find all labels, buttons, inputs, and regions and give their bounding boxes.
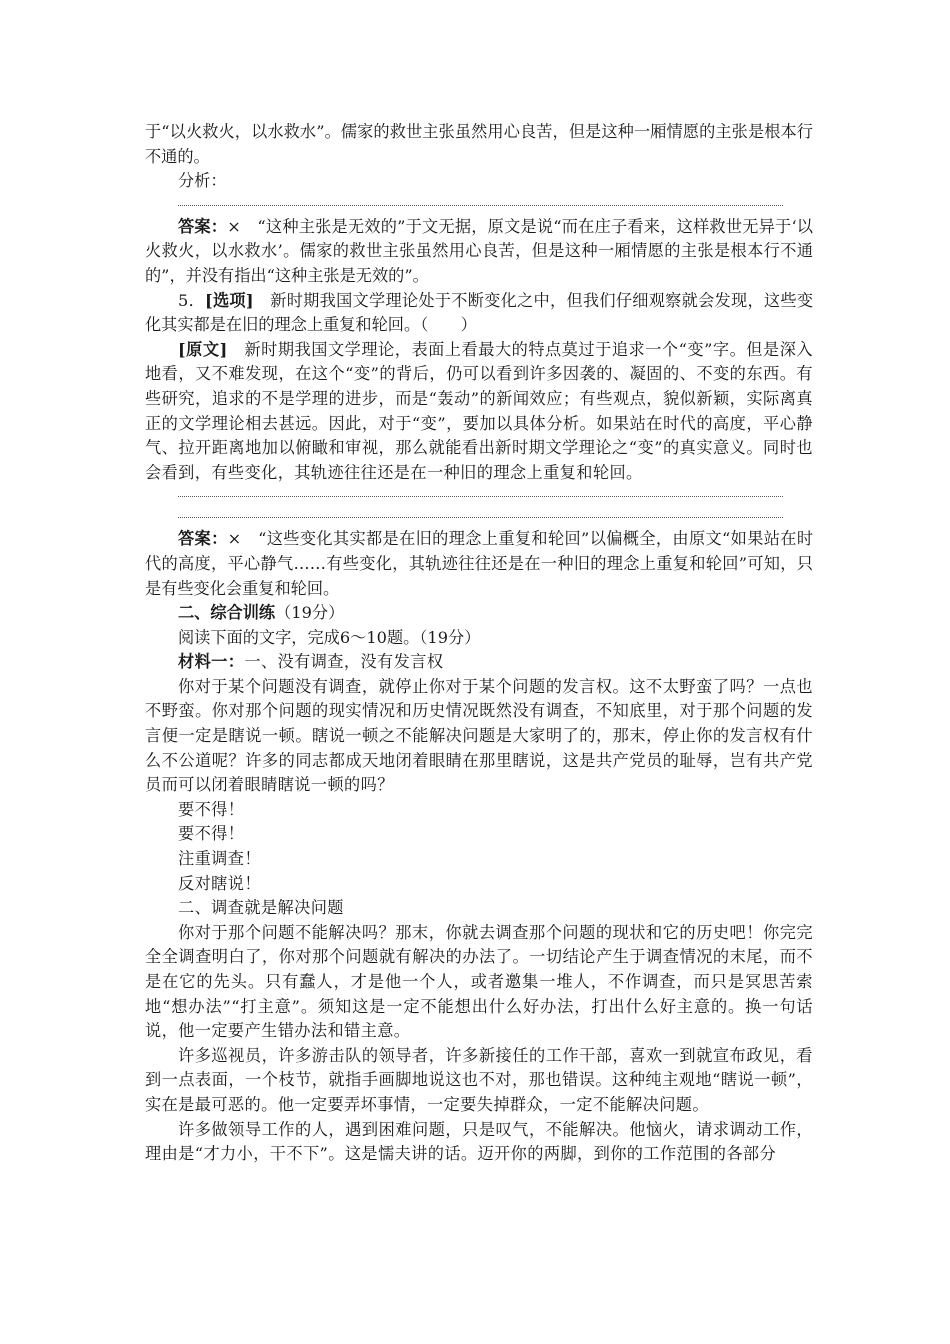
answer-mark: × bbox=[227, 216, 241, 236]
original-body: 新时期我国文学理论，表面上看最大的特点莫过于追求一个“变”字。但是深入地看，又不难发现，在这个“变”的背后，仍可以看到许多因袭的、凝固的、不变的东西。有些研究，追求的不是学理的进步，而是“轰动”的新闻效应；有些观点，貌似新颖，实际离真正的文学理论相去甚远。因此，对于“变”，要加以具体分析。如果站在时代的高度，平心静气、拉开距离地加以俯瞰和审视，那么就能看出新时期文学理论之“变”的真实意义。同时也会看到，有些变化，其轨迹往往还是在一种旧的理念上重复和轮回。 bbox=[145, 339, 813, 482]
answer-4 bbox=[145, 215, 813, 289]
answer-5 bbox=[145, 527, 813, 601]
material-label: 材料一： bbox=[178, 652, 245, 672]
material-heading: 一、没有调查，没有发言权 bbox=[244, 652, 444, 672]
section-title: 二、综合训练 bbox=[178, 603, 276, 623]
answer-text: “这些变化其实都是在旧的理念上重复和轮回”以偏概全，由原文“如果站在时代的高度，平心静气……有些变化，其轨迹往往还是在一种旧的理念上重复和轮回”可知，只是有些变化会重复和轮回。 bbox=[145, 529, 814, 598]
slogan: 要不得！ bbox=[178, 799, 245, 819]
slogan: 注重调查！ bbox=[178, 849, 261, 869]
option-tag: [选项] bbox=[205, 290, 254, 310]
section-score: （19分） bbox=[275, 603, 345, 623]
slogan: 反对瞎说！ bbox=[178, 873, 261, 893]
paragraph: 你对于那个问题不能解决吗？那末，你就去调查那个问题的现状和它的历史吧！你完完全全调查明白了，你对那个问题就有解决的办法了。一切结论产生于调查情况的末尾，而不是在它的先头。只有蠢人，才是他一个人，或者邀集一堆人，不作调查，而只是冥思苦索地“想办法”“打主意”。须知这是一定不能想出什么好办法，打出什么好主意的。换一句话说，他一定要产生错办法和错主意。 bbox=[145, 922, 813, 1041]
question-text: 新时期我国文学理论处于不断变化之中，但我们仔细观察就会发现，这些变化其实都是在旧的理念上重复和轮回。（ ） bbox=[145, 290, 814, 335]
section-heading bbox=[145, 601, 813, 626]
subheading: 二、调查就是解决问题 bbox=[178, 898, 344, 918]
answer-label: 答案： bbox=[178, 216, 228, 236]
paragraph: 许多做领导工作的人，遇到困难问题，只是叹气，不能解决。他恼火，请求调动工作，理由是“才力小，干不下”。这是懦夫讲的话。迈开你的两脚，到你的工作范围的各部分 bbox=[145, 1119, 813, 1164]
original-tag: [原文] bbox=[178, 339, 228, 359]
answer-label: 答案： bbox=[178, 529, 228, 549]
original-text bbox=[145, 338, 813, 486]
paragraph: 许多巡视员，许多游击队的领导者，许多新接任的工作干部，喜欢一到就宣布政见，看到一点表面，一个枝节，就指手画脚地说这也不对，那也错误。这种纯主观地“瞎说一顿”，实在是最可恶的。他一定要弄坏事情，一定要失掉群众，一定不能解决问题。 bbox=[145, 1045, 813, 1114]
question-5 bbox=[145, 289, 813, 338]
answer-mark: × bbox=[227, 529, 242, 549]
answer-text: “这种主张是无效的”于文无据，原文是说“而在庄子看来，这样救世无异于‘以火救火，以水救水’。儒家的救世主张虽然用心良苦，但是这种一厢情愿的主张是根本行不通的”，并没有指出“这种主张是无效的”。 bbox=[145, 216, 813, 285]
paragraph: 你对于某个问题没有调查，就停止你对于某个问题的发言权。这不太野蛮了吗？一点也不野蛮。你对那个问题的现实情况和历史情况既然没有调查，不知底里，对于那个问题的发言便一定是瞎说一顿。瞎说一顿之不能解决问题是大家明了的，那末，停止你的发言权有什么不公道呢？许多的同志都成天地闭着眼睛在那里瞎说，这是共产党员的耻辱，岂有共产党员而可以闭着眼睛瞎说一顿的吗？ bbox=[145, 676, 813, 795]
passage-fragment: 于“以火救火，以水救水”。儒家的救世主张虽然用心良苦，但是这种一厢情愿的主张是根本行不通的。 bbox=[145, 122, 813, 166]
instruction: 阅读下面的文字，完成6～10题。（19分） bbox=[178, 627, 481, 647]
document-body bbox=[145, 120, 813, 1167]
question-number: 5． bbox=[178, 290, 206, 310]
analysis-label: 分析： bbox=[178, 171, 227, 191]
material-1-heading bbox=[145, 650, 813, 675]
slogan: 要不得！ bbox=[178, 824, 245, 844]
